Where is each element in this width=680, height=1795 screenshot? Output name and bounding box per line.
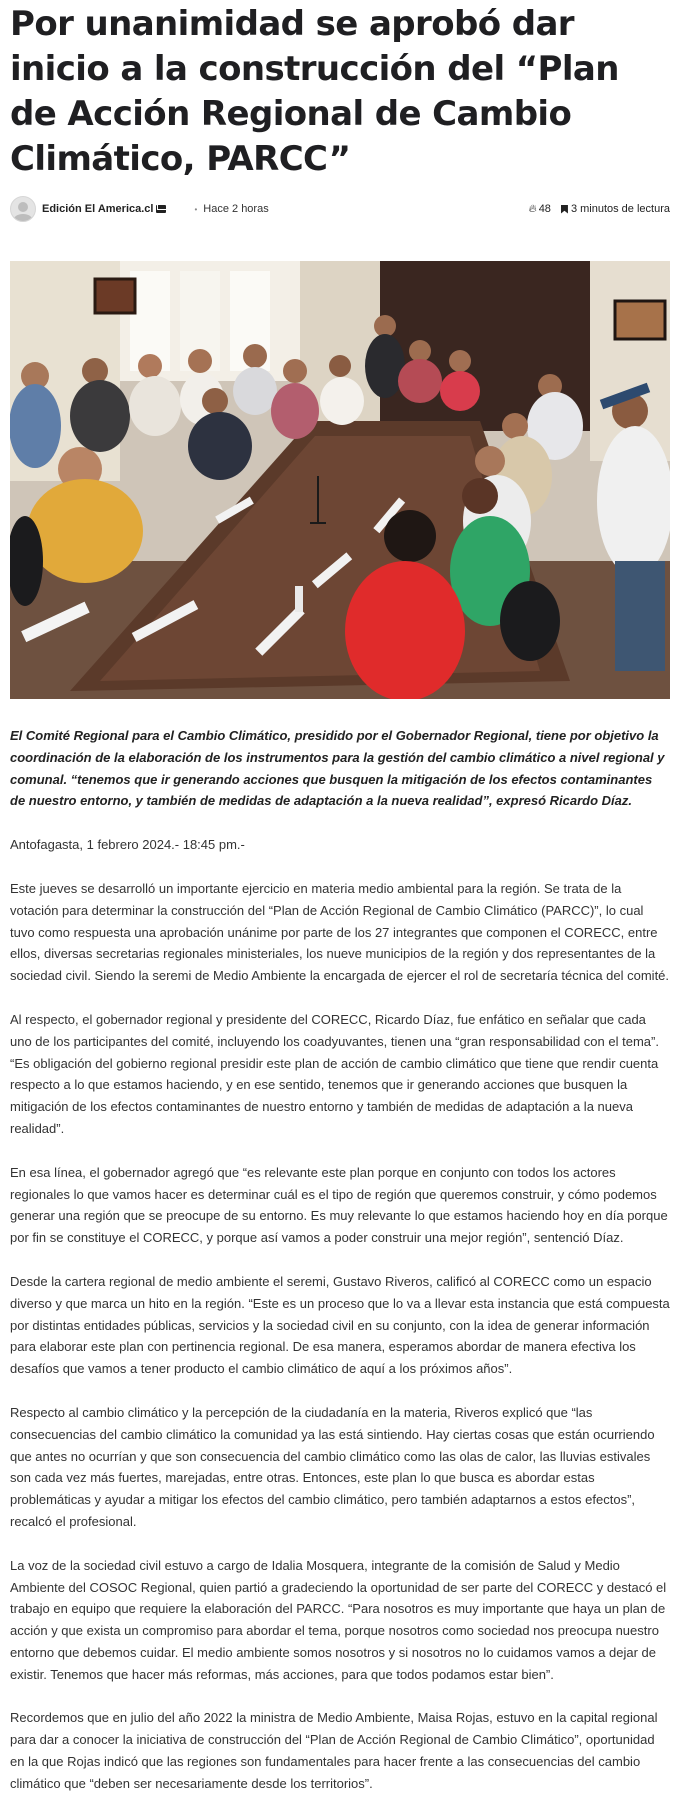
photo-person-body [320,377,364,425]
publish-time: Hace 2 horas [203,203,269,215]
separator-dot-icon: • [194,204,198,214]
photo-person-head [188,349,212,373]
article-paragraph: En esa línea, el gobernador agregó que “es relevante este plan porque en conjunto con todos los actores regionales lo que vamos hacer es determinar cuál es el tipo de región que queremos construir, y cómo podemos generar una región que se preocupe de su entorno. Es muy relevante lo que estamos haciendo hoy en día porque por fin se constituye el CORECC, y porque así vamos a poder construir una mejor región”, sentenció Díaz. [10,1164,668,1246]
photo-person-head [202,388,228,414]
meta-right [529,203,670,216]
photo-person-body [365,334,405,398]
photo-person-head [82,358,108,384]
meta-left [10,196,269,222]
article-paragraph: Respecto al cambio climático y la percepción de la ciudadanía en la materia, Riveros explicó que “las consecuencias del cambio climático la comunidad ya las está sintiendo. Hay ciertas cosas que están ocurriendo que antes no ocurrían y que son consecuencia del cambio climático como las olas de calor, las lluvias estivales son cada vez más fuertes, marejadas, entre otras. Entonces, este plan lo que busca es abordar estas problemáticas y ayudar a mitigar los efectos del cambio climático, pero también adaptarnos a estos efectos”, recalcó el profesional. [10,1404,655,1529]
article-lead: El Comité Regional para el Cambio Climático, presidido por el Gobernador Regional, tiene por objetivo la coordinación de la elaboración de los instrumentos para la gestión del cambio climático a nivel regional y comunal. “tenemos que ir generando acciones que busquen la mitigación de los efectos contaminantes de nuestro entorno, y también de medidas de adaptación a la nueva realidad”, expresó Ricardo Díaz. [10,728,665,809]
bookmark-icon [561,205,568,214]
photo-person-head [475,446,505,476]
photo-person-body [27,479,143,583]
photo-person-body [129,376,181,436]
photo-person-hair [384,510,436,562]
photo-person-head [374,315,396,337]
article-paragraph: Al respecto, el gobernador regional y presidente del CORECC, Ricardo Díaz, fue enfático en señalar que cada uno de los participantes del comité, incluyendo los coadyuvantes, tienen una “gran responsabilidad con el tema”. “Es obligación del gobierno regional presidir este plan de acción de cambio climático que tiene que rendir cuenta respecto a lo que estamos haciendo, y en ese sentido, tenemos que ir generando acciones que busquen la mitigación de los efectos contaminantes de nuestro entorno y también de medidas de adaptación a la nueva realidad”. [10,1011,659,1136]
photo-person-body [398,359,442,403]
article-title: Por unanimidad se aprobó dar inicio a la construcción del “Plan de Acción Regional de Cambio Climático, PARCC” [10,4,619,179]
photo-person-body [10,384,61,468]
photo-person-head [243,344,267,368]
photo-person-head [502,413,528,439]
article-paragraph: Recordemos que en julio del año 2022 la ministra de Medio Ambiente, Maisa Rojas, estuvo en la capital regional para dar a conocer la iniciativa de construcción del “Plan de Acción Regional de Cambio Climático”, oportunidad en la que Rojas indicó que las regiones son fundamentales para hacer frente a las consecuencias del cambio climático que “deben ser necesariamente desde los territorios”. [10,1710,658,1791]
photo-chair [500,581,560,661]
article-dateline: Antofagasta, 1 febrero 2024.- 18:45 pm.- [10,837,245,853]
photo-painting [615,301,665,339]
photo-person-body [345,561,465,699]
photo-person-head [138,354,162,378]
fire-icon: 🔥︎ [528,202,537,215]
article-paragraph: Desde la cartera regional de medio ambiente el seremi, Gustavo Riveros, calificó al CORECC como un espacio diverso y que marca un hito en la región. “Este es un proceso que lo va a llevar esta instancia que está compuesta por distintas entidades públicas, servicios y la sociedad civil en su conjunto, con la idea de generar información para elaborar este plan con pertinencia regional. De esa manera, esperamos abordar de manera efectiva los desafíos que vamos a tener producto el cambio climático de aquí a los próximos años”. [10,1273,670,1377]
article-paragraph: Este jueves se desarrolló un importante ejercicio en materia medio ambiental para la región. Se trata de la votación para determinar la construcción del “Plan de Acción Regional de Cambio Climático (PARCC)”, lo cual tuvo como respuesta una aprobación unánime por parte de los 27 integrantes que componen el CORECC, entre ellos, diversas secretarias regionales ministeriales, los nueve municipios de la región y dos representantes de la sociedad civil. Siendo la seremi de Medio Ambiente la encargada de ejercer el rol de secretaría técnica del comité. [10,880,670,984]
photo-person-head [409,340,431,362]
author-avatar[interactable] [10,196,36,222]
photo-person-legs [615,561,665,671]
photo-person-body [233,367,277,415]
mail-icon[interactable] [156,205,166,213]
photo-person-head [449,350,471,372]
photo-person-body [440,371,480,411]
author-name[interactable]: Edición El America.cl [42,203,154,215]
photo-person-body [271,383,319,439]
photo-person-body [188,412,252,480]
article-meta [10,194,670,224]
photo-person-head [283,359,307,383]
article-paragraph: La voz de la sociedad civil estuvo a cargo de Idalia Mosquera, integrante de la comisión de Salud y Medio Ambiente del COSOC Regional, quien partió a gradeciendo la oportunidad de ser parte del CORECC y destacó el trabajo en equipo que requiere la elaboración del PARCC. “Para nosotros es muy importante que haya un plan de acción y que exista un compromiso para abordar el tema, porque nosotros como sociedad nos preocupa nuestro entorno que debemos cuidar. El medio ambiente somos nosotros y si nosotros no lo cuidamos vamos a dejar de existir. Tenemos que hacer más reformas, más acciones, para que todos podamos estar bien”. [10,1557,667,1682]
view-count: 48 [538,203,551,215]
photo-person-hair [462,478,498,514]
article-photo [10,261,670,699]
photo-person-body [597,426,670,576]
photo-painting [95,279,135,313]
photo-bottle [295,586,303,612]
photo-person-head [329,355,351,377]
reading-time: 3 minutos de lectura [570,203,670,215]
article-body [10,725,670,1795]
photo-person-body [70,380,130,452]
